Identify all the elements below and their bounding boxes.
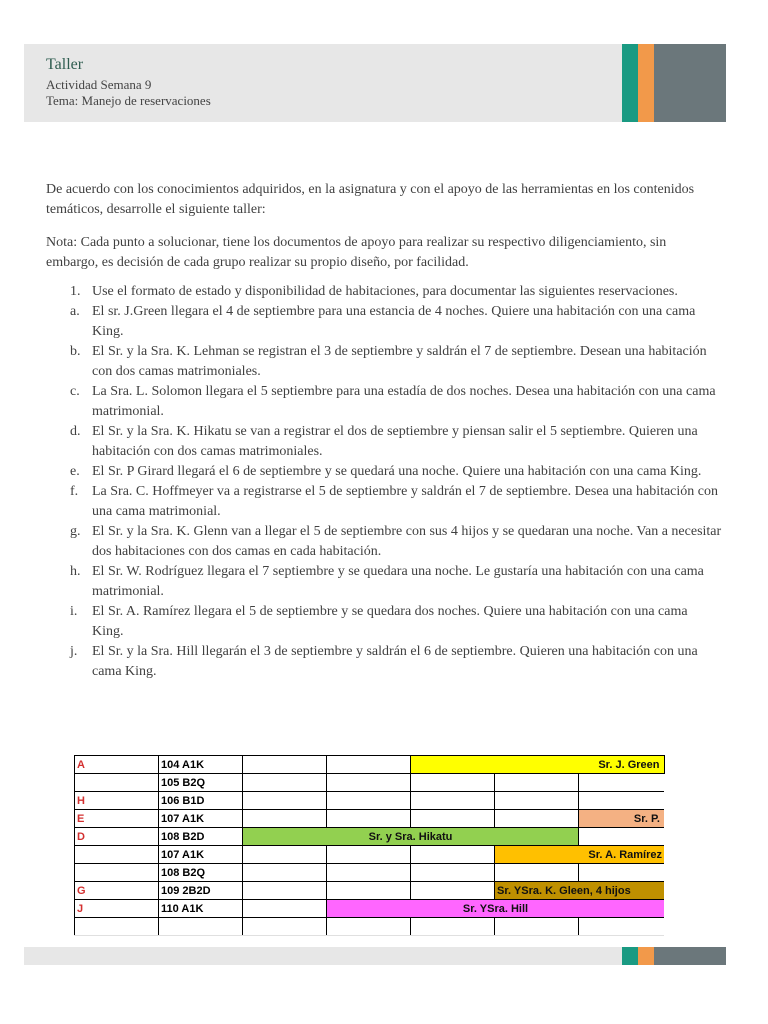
list-item [46,282,722,302]
list-text: El Sr. W. Rodríguez llegara el 7 septiembre y se quedara una noche. Le gustaría una habitación con una cama matrimonial. [92,564,704,599]
list-marker: c. [70,384,80,399]
list-text: La Sra. L. Solomon llegara el 5 septiembre para una estadía de dos noches. Desea una habitación con una cama matrimonial. [92,384,716,419]
row-label [75,774,159,792]
list-text: El Sr. y la Sra. K. Glenn van a llegar el 5 de septiembre con sus 4 hijos y se quedaran una noche. Van a necesitar dos habitaciones con dos camas en cada habitación. [92,524,722,559]
room-cell: 110 A1K [159,900,243,918]
list-marker: g. [70,524,81,539]
list-text: El Sr. y la Sra. K. Hikatu se van a registrar el dos de septiembre y piensan salir el 5 septiembre. Quieren una habitación con dos camas matrimoniales. [92,424,698,459]
room-cell: 108 B2Q [159,864,243,882]
row-label: G [75,882,159,900]
reservation-bar: Sr. P. [579,810,665,828]
note-paragraph: Nota: Cada punto a solucionar, tiene los documentos de apoyo para realizar su respectivo diligenciamiento, sin embargo, es decisión de cada grupo realizar su propio diseño, por facilidad. [46,235,667,270]
list-text: El Sr. A. Ramírez llegara el 5 de septiembre y se quedara dos noches. Quiere una habitación con una cama King. [92,604,688,639]
list-marker: j. [70,644,78,659]
header-activity: Actividad Semana 9 [46,77,152,92]
list-item [46,522,722,562]
room-cell: 107 A1K [159,846,243,864]
document-body [46,180,722,682]
table-row [75,900,665,918]
table-row [75,918,665,936]
table-row [75,756,665,774]
reservation-bar: Sr. y Sra. Hikatu [243,828,579,846]
list-marker: b. [70,344,81,359]
room-cell: 109 2B2D [159,882,243,900]
table-row [75,774,665,792]
list-text: Use el formato de estado y disponibilidad de habitaciones, para documentar las siguientes reservaciones. [92,284,678,299]
room-cell: 104 A1K [159,756,243,774]
table-row [75,864,665,882]
room-availability-grid [74,755,665,936]
list-item [46,642,722,682]
list-item [46,342,722,382]
reservation-bar: Sr. J. Green [411,756,665,774]
table-row [75,810,665,828]
list-marker: e. [70,464,80,479]
intro-paragraph: De acuerdo con los conocimientos adquiridos, en la asignatura y con el apoyo de las herramientas en los contenidos temáticos, desarrolle el siguiente taller: [46,182,695,217]
row-label: D [75,828,159,846]
row-label: E [75,810,159,828]
list-item [46,482,722,522]
list-text: El Sr. y la Sra. K. Lehman se registran el 3 de septiembre y saldrán el 7 de septiembre. Desean una habitación con dos camas matrimoniales. [92,344,707,379]
room-cell: 105 B2Q [159,774,243,792]
list-marker: f. [70,484,79,499]
room-cell: 108 B2D [159,828,243,846]
header-stripe-orange [638,44,654,122]
footer-stripe-orange [638,947,654,965]
list-text: El Sr. P Girard llegará el 6 de septiembre y se quedará una noche. Quiere una habitación con una cama King. [92,464,702,479]
list-text: El Sr. y la Sra. Hill llegarán el 3 de septiembre y saldrán el 6 de septiembre. Quieren una habitación con una cama King. [92,644,698,679]
list-item [46,382,722,422]
table-row [75,828,665,846]
row-label: A [75,756,159,774]
row-label [75,864,159,882]
header-title: Taller [46,56,84,73]
list-marker: a. [70,304,80,319]
table-row [75,846,665,864]
list-text: El sr. J.Green llegara el 4 de septiembre para una estancia de 4 noches. Quiere una habitación con una cama King. [92,304,696,339]
header-topic: Tema: Manejo de reservaciones [46,93,211,108]
list-item [46,302,722,342]
row-label: H [75,792,159,810]
row-label: J [75,900,159,918]
footer-stripe-gray [654,947,726,965]
table-row [75,792,665,810]
reservation-bar: Sr. YSra. K. Gleen, 4 hijos [495,882,665,900]
list-marker: d. [70,424,81,439]
document-header [24,44,726,122]
reservation-bar: Sr. A. Ramírez [495,846,665,864]
room-cell: 107 A1K [159,810,243,828]
footer-stripe-teal [622,947,638,965]
list-marker: h. [70,564,81,579]
reservation-bar: Sr. YSra. Hill [327,900,665,918]
page-footer [24,947,726,965]
list-item [46,422,722,462]
list-item [46,462,722,482]
header-stripe-gray [654,44,726,122]
list-item [46,562,722,602]
list-marker: i. [70,604,78,619]
list-item [46,602,722,642]
row-label [75,846,159,864]
list-marker: 1. [70,284,81,299]
list-text: La Sra. C. Hoffmeyer va a registrarse el 5 de septiembre y saldrán el 7 de septiembre. Desea una habitación con una cama matrimonial. [92,484,719,519]
table-row [75,882,665,900]
header-stripe-teal [622,44,638,122]
room-cell: 106 B1D [159,792,243,810]
